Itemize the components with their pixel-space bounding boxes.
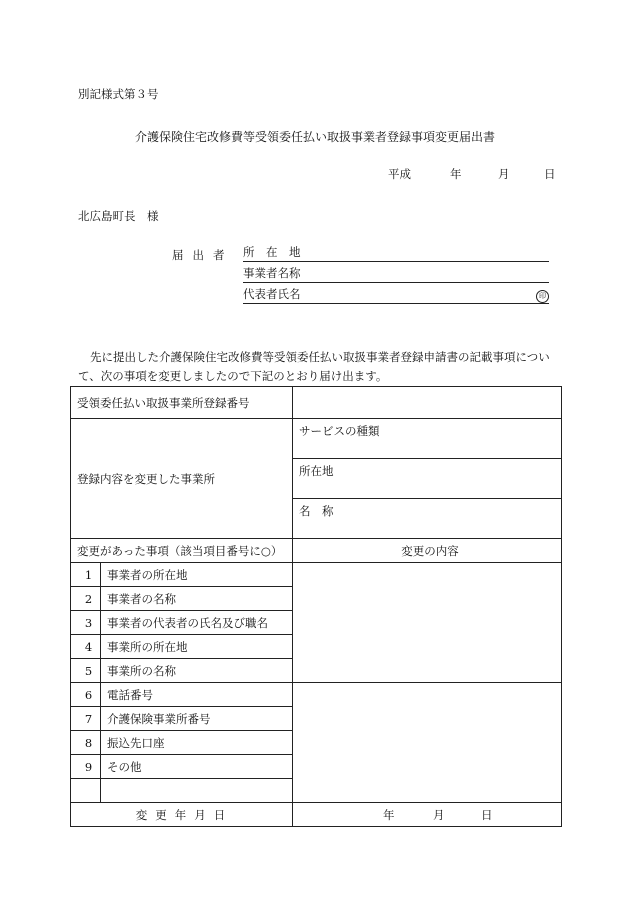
office-address-field[interactable]: 所在地 [293,459,562,499]
item-number[interactable]: 1 [71,563,101,587]
address-field[interactable] [243,245,549,262]
body-text: 先に提出した介護保険住宅改修費等受領委任払い取扱事業者登録申請書の記載事項について、次の事項を変更しましたので下記のとおり届け出ます。 [78,350,550,383]
representative-field[interactable] [243,287,549,304]
form-title: 介護保険住宅改修費等受領委任払い取扱事業者登録事項変更届出書 [134,130,495,144]
form-number: 別記様式第３号 [78,87,159,101]
change-date-day: 日 [481,808,493,822]
item-label: 事業者の所在地 [101,563,293,587]
company-name-label: 事業者名称 [243,266,301,280]
item-label: 電話番号 [101,683,293,707]
office-name-field[interactable]: 名 称 [293,499,562,539]
reg-number-label: 受領委任払い取扱事業所登録番号 [71,387,293,419]
change-table [70,386,562,827]
items-header: 変更があった事項（該当項目番号に○） [71,539,293,563]
item-number[interactable]: 2 [71,587,101,611]
submitter-label: 届出者 [172,248,234,262]
item-label: 事業者の代表者の氏名及び職名 [101,611,293,635]
item-label: その他 [101,755,293,779]
date-day: 日 [544,167,556,181]
content-field-2[interactable] [293,683,562,803]
item-number[interactable]: 5 [71,659,101,683]
date-year: 年 [450,167,462,181]
change-date-value[interactable] [293,803,562,827]
item-label: 事業者の名称 [101,587,293,611]
item-number[interactable]: 7 [71,707,101,731]
seal-mark: 印 [536,290,549,303]
item-label: 事業所の所在地 [101,635,293,659]
change-date-month: 月 [433,808,445,822]
item-number[interactable]: 6 [71,683,101,707]
item-number[interactable]: 4 [71,635,101,659]
item-label-blank[interactable] [101,779,293,803]
representative-label: 代表者氏名 [243,287,301,301]
change-date-label: 変更年月日 [71,803,293,827]
change-date-year: 年 [383,808,395,822]
item-number[interactable]: 8 [71,731,101,755]
service-type-field[interactable]: サービスの種類 [293,419,562,459]
addressee: 北広島町長 様 [78,209,159,223]
content-header: 変更の内容 [293,539,562,563]
company-name-field[interactable] [243,266,549,283]
item-label: 介護保険事業所番号 [101,707,293,731]
address-label: 所 在 地 [243,245,301,259]
date-month: 月 [498,167,510,181]
content-field-1[interactable] [293,563,562,683]
reg-number-value[interactable] [293,387,562,419]
date-era: 平成 [388,167,411,181]
item-number[interactable]: 3 [71,611,101,635]
item-number[interactable]: 9 [71,755,101,779]
item-label: 事業所の名称 [101,659,293,683]
item-number-blank[interactable] [71,779,101,803]
item-label: 振込先口座 [101,731,293,755]
changed-office-label: 登録内容を変更した事業所 [71,419,293,539]
